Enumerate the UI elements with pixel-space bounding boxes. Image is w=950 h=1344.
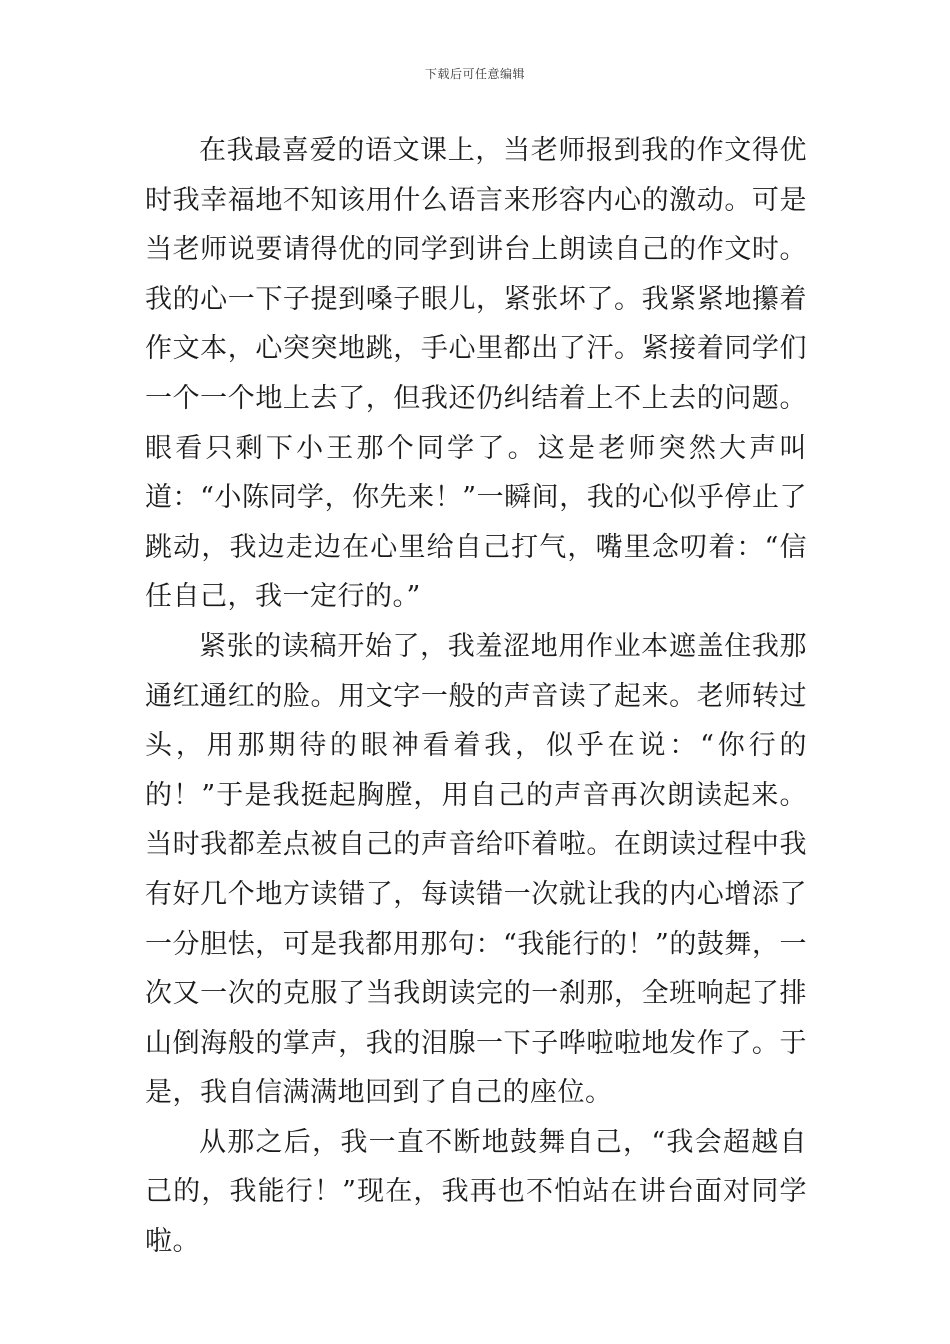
paragraph-3: 从那之后，我一直不断地鼓舞自己，“我会超越自己的，我能行！”现在，我再也不怕站在讲台面对同学啦。 — [145, 1126, 807, 1258]
article-body — [145, 126, 807, 1267]
paragraph-2: 紧张的读稿开始了，我羞涩地用作业本遮盖住我那通红通红的脸。用文字一般的声音读了起来。老师转过头，用那期待的眼神看着我，似乎在说：“你行的的！”于是我挺起胸膛，用自己的声音再次朗读起来。当时我都差点被自己的声音给吓着啦。在朗读过程中我有好几个地方读错了，每读错一次就让我的内心增添了一分胆怯，可是我都用那句：“我能行的！”的鼓舞，一次又一次的克服了当我朗读完的一刹那，全班响起了排山倒海般的掌声，我的泪腺一下子哗啦啦地发作了。于是，我自信满满地回到了自己的座位。 — [145, 630, 807, 1109]
paragraph-1: 在我最喜爱的语文课上，当老师报到我的作文得优时我幸福地不知该用什么语言来形容内心的激动。可是当老师说要请得优的同学到讲台上朗读自己的作文时。我的心一下子提到嗓子眼儿，紧张坏了。我紧紧地攥着作文本，心突突地跳，手心里都出了汗。紧接着同学们一个一个地上去了，但我还仍纠结着上不上去的问题。眼看只剩下小王那个同学了。这是老师突然大声叫道：“小陈同学，你先来！”一瞬间，我的心似乎停止了跳动，我边走边在心里给自己打气，嘴里念叨着：“信任自己，我一定行的。” — [145, 135, 807, 613]
header-note: 下载后可任意编辑 — [424, 67, 525, 81]
